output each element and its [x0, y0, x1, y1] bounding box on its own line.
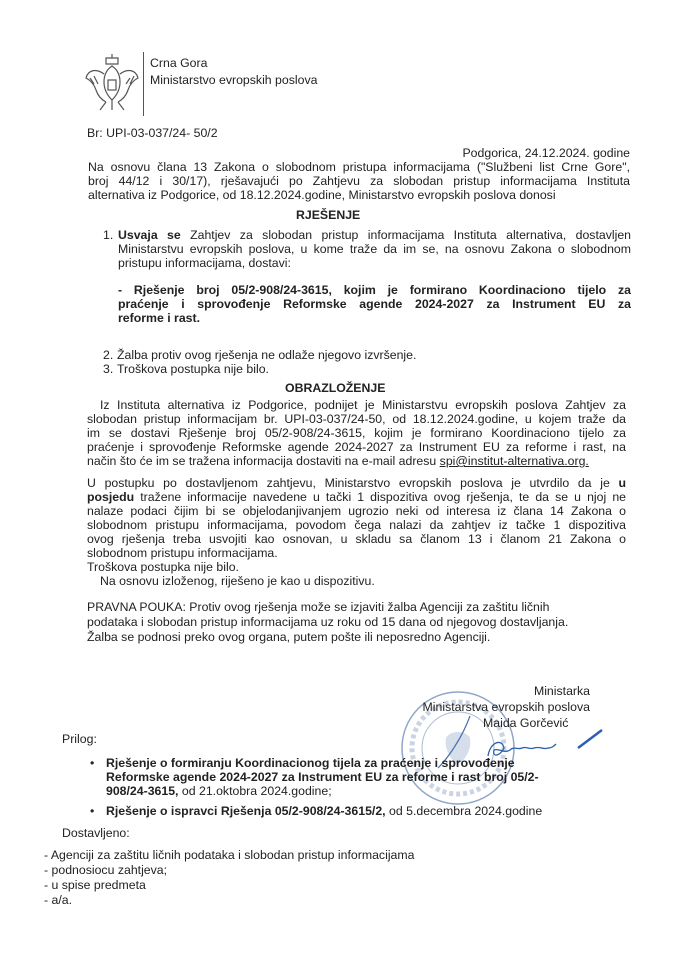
item1-line [118, 242, 631, 256]
item-number: 2. [103, 348, 114, 362]
text: pristupu informacijama, dostavi: [118, 256, 291, 270]
delivered-item: - Agenciji za zaštitu ličnih podataka i slobodan pristup informacijama [44, 848, 415, 862]
text: od 21.oktobra 2024.godine; [178, 784, 332, 798]
signature-name: Maida Gorčević [483, 716, 569, 730]
explanation-line: Iz Instituta alternativa iz Podgorice, podnijet je Ministarstvu evropskih poslova Zahtjev za [100, 398, 626, 412]
text: U postupku po dostavljenom zahtjevu, Ministarstvo evropskih poslova je utvrdilo da je [87, 476, 619, 490]
reference-number: Br: UPI-03-037/24- 50/2 [87, 126, 218, 140]
item-number: 3. [103, 362, 114, 376]
explanation-line [87, 476, 626, 490]
text: od 5.decembra 2024.godine [385, 804, 543, 818]
explanation-line [87, 490, 626, 504]
text: Zahtjev za slobodan pristup informacijama Instituta alternativa, dostavljen [180, 228, 632, 242]
explanation-line: im se dostavi Rješenje broj 05/2-908/24-3615, kojim je formirano Koordinaciono tijelo za [87, 426, 626, 440]
item2-text: Žalba protiv ovog rješenja ne odlaže njegovo izvršenje. [117, 348, 417, 362]
conclusion-line: Na osnovu izloženog, riješeno je kao u dispozitivu. [100, 574, 375, 588]
delivered-label: Dostavljeno: [62, 826, 130, 840]
explanation-line [87, 504, 626, 518]
intro-line: Na osnovu člana 13 Zakona o slobodnom pristupa informacijama ("Službeni list Crne Gore", [88, 160, 630, 174]
bullet-icon: • [90, 804, 95, 818]
bold-text: Usvaja se [118, 228, 181, 242]
decision-title: RJEŠENJE [296, 208, 361, 222]
attachment-line [106, 756, 609, 770]
explanation-line: praćenje i sprovođenje Reformske agende 2024-2027 za Instrument EU za reforme i rast, na [87, 440, 626, 454]
country-name: Crna Gora [150, 56, 208, 70]
delivered-item: - u spise predmeta [44, 878, 146, 892]
explanation-line [87, 518, 626, 532]
attachment-line [106, 804, 609, 818]
intro-line: alternativa iz Podgorice, od 18.12.2024.godine, Ministarstvo evropskih poslova donosi [88, 188, 556, 202]
costs-line: Troškova postupka nije bilo. [87, 560, 239, 574]
text: nalaze podaci čijim bi se objelodanjivanjem ugrozio neki od interesa iz člana 14 Zakona o [87, 504, 626, 518]
bold-text: Rješenje o formiranju Koordinacionog tijela za praćenje i sprovođenje [106, 756, 515, 770]
item-number: 1. [103, 228, 114, 242]
item3-text: Troškova postupka nije bilo. [117, 362, 269, 376]
legal-notice-line: PRAVNA POUKA: Protiv ovog rješenja može se izjaviti žalba Agenciji za zaštitu ličnih [87, 600, 550, 614]
delivered-item: - a/a. [44, 893, 73, 907]
ministry-name: Ministarstvo evropskih poslova [150, 73, 318, 87]
explanation-title: OBRAZLOŽENJE [285, 381, 386, 395]
explanation-line [87, 454, 589, 468]
item1-line [118, 228, 631, 242]
header-divider [143, 52, 144, 116]
bullet-icon: • [90, 756, 95, 770]
delivered-item: - podnosiocu zahtjeva; [44, 863, 168, 877]
bold-text: 908/24-3615, [106, 784, 179, 798]
bold-text: posjedu [87, 490, 135, 504]
text: slobodnom pristupu informacijama. [87, 546, 278, 560]
text: ovog rješenja treba usvojiti kao osnovan, u skladu sa članom 13 i članom 21 Zakona o [87, 532, 626, 546]
requested-document-line: reforme i rast. [118, 311, 201, 325]
text: način što će im se tražena informacija dostaviti na e-mail adresu [87, 454, 440, 468]
bold-text: Rješenje o ispravci Rješenja 05/2-908/24-3615/2, [106, 804, 386, 818]
signature-title: Ministarka [533, 684, 590, 698]
legal-notice-line: podataka i slobodan pristup informacijama uz roku od 15 dana od njegovog dostavljanja. [87, 615, 569, 629]
coat-of-arms-logo [84, 52, 140, 119]
explanation-line: slobodan pristup informacijam br. UPI-03-037/24-50, od 18.12.2024.godine, u kojem traže da [87, 412, 626, 426]
attachments-label: Prilog: [62, 732, 97, 746]
signature-ministry: Ministarstva evropskih poslova [422, 700, 590, 714]
explanation-line [87, 546, 626, 560]
requested-document-line: praćenje i sprovođenje Reformske agende 2024-2027 za Instrument EU za [118, 297, 631, 311]
item1-line [118, 256, 631, 270]
bold-text: u [618, 476, 626, 490]
text: tražene informacije navedene u tački 1 dispozitiva ovog rješenja, te da se u njoj ne [134, 490, 626, 504]
legal-notice-line: Žalba se podnosi preko ovog organa, putem pošte ili neposredno Agenciji. [87, 630, 491, 644]
explanation-line [87, 532, 626, 546]
text: Ministarstvu evropskih poslova, u kome traže da im se, na osnovu Zakona o slobodnom [118, 242, 631, 256]
bold-text: Reformske agende 2024-2027 za Instrument EU za reforme i rast broj 05/2- [106, 770, 539, 784]
email-link[interactable]: spi@institut-alternativa.org. [439, 454, 589, 468]
attachment-line [106, 784, 609, 798]
requested-document-line: - Rješenje broj 05/2-908/24-3615, kojim je formirano Koordinaciono tijelo za [118, 283, 631, 297]
intro-line: broj 44/12 i 30/17), rješavajući po Zahtjevu za slobodan pristup informacijama Instituta [88, 174, 630, 188]
text: slobodnom pristupu informacijama, povodom čega nalazi da zahtjev iz tačke 1 dispozitiva [87, 518, 626, 532]
attachment-line [106, 770, 609, 784]
date-line: Podgorica, 24.12.2024. godine [462, 146, 630, 160]
